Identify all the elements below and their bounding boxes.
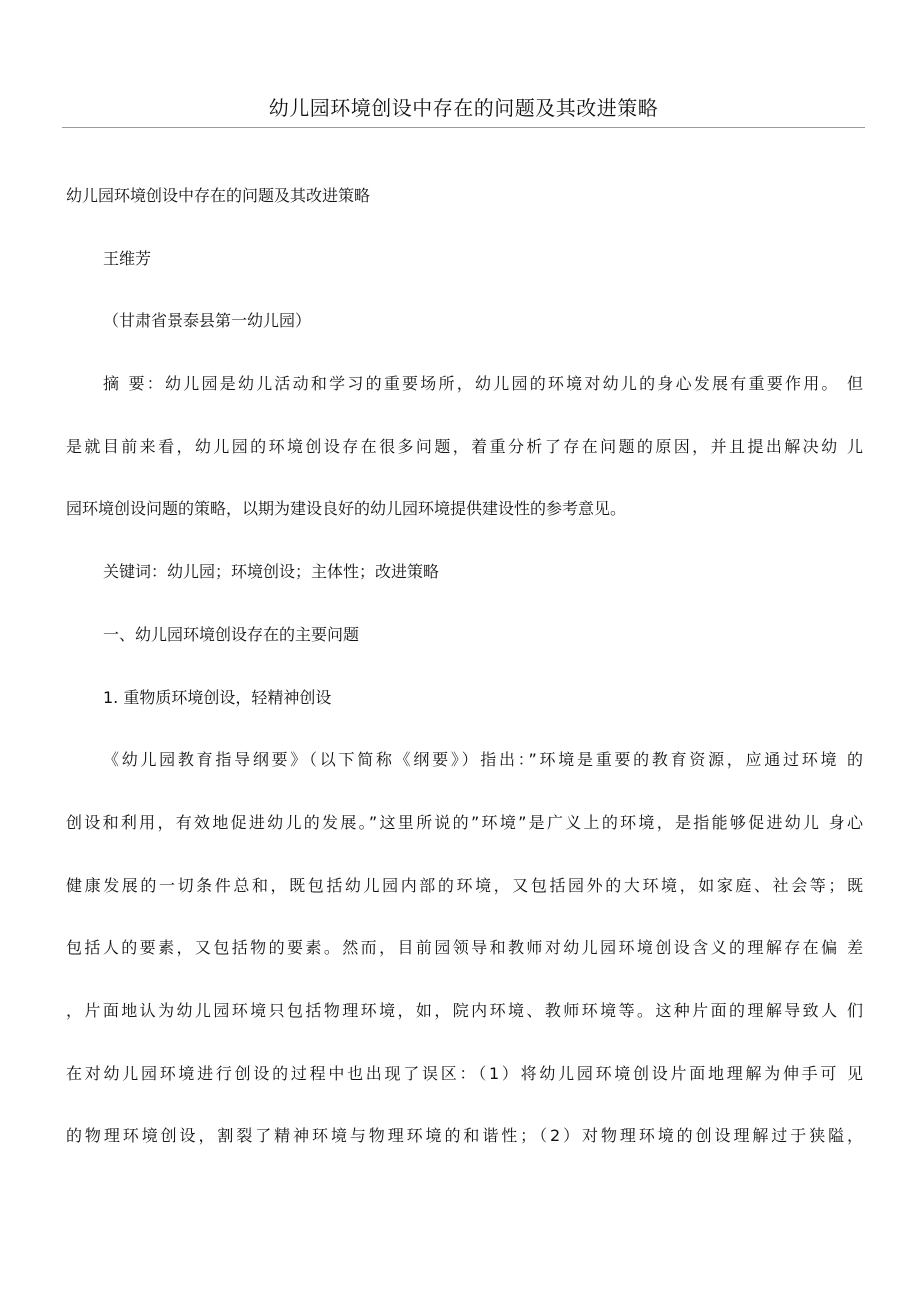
abstract-line: 园环境创设问题的策略，以期为建设良好的幼儿园环境提供建设性的参考意见。 xyxy=(66,499,627,519)
abstract-line: 摘 要：幼儿园是幼儿活动和学习的重要场所，幼儿园的环境对幼儿的身心发展有重要作用。 但 xyxy=(103,374,863,394)
article-title: 幼儿园环境创设中存在的问题及其改进策略 xyxy=(66,186,371,205)
body-paragraph xyxy=(66,742,863,1181)
article-body xyxy=(66,178,863,1181)
header-divider xyxy=(62,127,865,128)
paragraph-line: 的物理环境创设，割裂了精神环境与物理环境的和谐性；（2）对物理环境的创设理解过于狭隘， xyxy=(66,1126,863,1146)
subsection-heading: 1. 重物质环境创设，轻精神创设 xyxy=(103,687,332,707)
author-name: 王维芳 xyxy=(103,248,152,268)
section-heading: 一、幼儿园环境创设存在的主要问题 xyxy=(103,624,360,644)
paragraph-line: 在对幼儿园环境进行创设的过程中也出现了误区：（1）将幼儿园环境创设片面地理解为伸手可 见 xyxy=(66,1063,863,1083)
paragraph-line: 创设和利用，有效地促进幼儿的发展。”这里所说的”环境”是广义上的环境，是指能够促进幼儿 身心 xyxy=(66,812,863,832)
author-affiliation: （甘肃省景泰县第一幼儿园） xyxy=(103,311,312,331)
abstract-line: 是就目前来看，幼儿园的环境创设存在很多问题，着重分析了存在问题的原因，并且提出解决幼 儿 xyxy=(66,436,863,456)
running-header-title: 幼儿园环境创设中存在的问题及其改进策略 xyxy=(268,96,659,120)
keywords-line: 关键词：幼儿园；环境创设；主体性；改进策略 xyxy=(103,562,440,582)
abstract-paragraph xyxy=(66,366,863,554)
paragraph-line: 《幼儿园教育指导纲要》（以下简称《纲要》）指出：”环境是重要的教育资源，应通过环境 的 xyxy=(103,750,863,770)
paragraph-line: 包括人的要素，又包括物的要素。然而，目前园领导和教师对幼儿园环境创设含义的理解存在偏 差 xyxy=(66,938,863,958)
paragraph-line: 健康发展的一切条件总和，既包括幼儿园内部的环境，又包括园外的大环境，如家庭、社会等；既 xyxy=(66,875,863,895)
paragraph-line: ，片面地认为幼儿园环境只包括物理环境，如，院内环境、教师环境等。这种片面的理解导致人 们 xyxy=(66,1000,863,1020)
